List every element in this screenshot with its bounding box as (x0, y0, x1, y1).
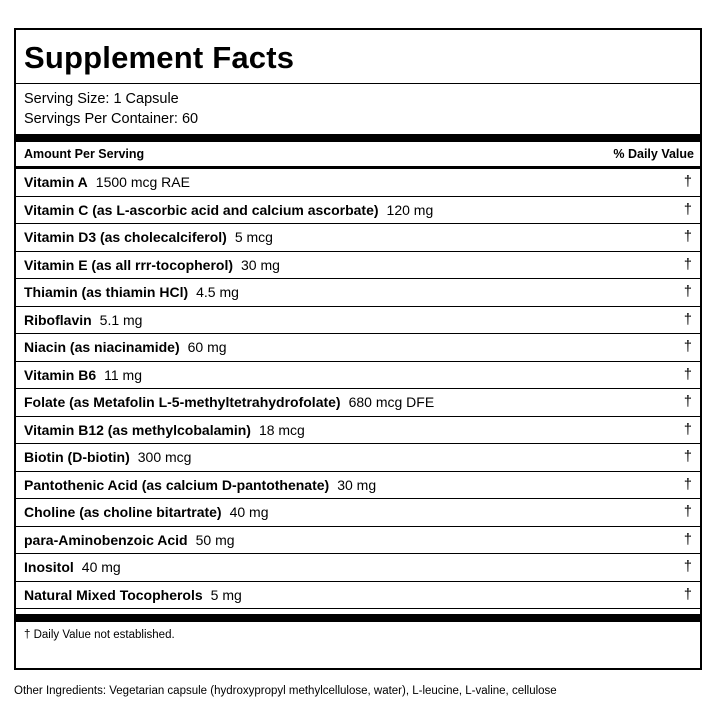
daily-value-dagger: † (683, 394, 692, 410)
panel-title: Supplement Facts (24, 40, 295, 75)
nutrient-name: Choline (as choline bitartrate) (24, 504, 222, 520)
other-ingredients: Other Ingredients: Vegetarian capsule (hydroxypropyl methylcellulose, water), L-leucine, L-valine, cellulose (14, 685, 557, 697)
nutrient-name: Natural Mixed Tocopherols (24, 586, 203, 603)
daily-value-dagger: † (683, 311, 692, 328)
daily-value-dagger: † (683, 201, 692, 218)
nutrient-name: Biotin (D-biotin) (24, 449, 130, 465)
daily-value-dagger: † (683, 229, 692, 245)
nutrient-amount: 680 mcg DFE (348, 394, 435, 410)
daily-value-dagger: † (683, 174, 692, 190)
nutrient-name: Folate (as Metafolin L-5-methyltetrahydrofolate) (24, 394, 341, 410)
nutrient-amount: 120 mg (386, 201, 434, 218)
daily-value-header: % Daily Value (613, 147, 694, 161)
nutrient-row (16, 582, 700, 610)
thick-divider-bottom (16, 614, 700, 622)
supplement-facts-panel (14, 28, 702, 670)
nutrient-cell (24, 394, 434, 410)
daily-value-dagger: † (683, 449, 692, 465)
daily-value-dagger: † (683, 476, 692, 493)
nutrient-name: Vitamin A (24, 174, 88, 190)
nutrient-name: Vitamin B6 (24, 366, 97, 383)
serving-size: Serving Size: 1 Capsule (24, 91, 179, 107)
nutrient-cell (24, 449, 191, 465)
nutrient-cell (24, 532, 235, 548)
nutrient-name: Vitamin E (as all rrr-tocopherol) (24, 256, 234, 273)
nutrient-row (16, 252, 700, 280)
nutrient-name: Riboflavin (24, 311, 92, 328)
amount-per-serving-header: Amount Per Serving (24, 147, 145, 161)
nutrient-amount: 40 mg (229, 504, 269, 520)
nutrient-cell (24, 477, 376, 493)
footnote: † Daily Value not established. (24, 629, 175, 641)
nutrient-row (16, 527, 700, 555)
nutrient-cell (24, 504, 269, 520)
nutrient-name: para-Aminobenzoic Acid (24, 531, 188, 548)
title-divider (16, 83, 700, 84)
nutrient-row (16, 197, 700, 225)
nutrient-cell (24, 587, 242, 603)
nutrient-row (16, 362, 700, 390)
daily-value-dagger: † (683, 559, 692, 575)
nutrient-name: Pantothenic Acid (as calcium D-pantothenate) (24, 476, 330, 493)
nutrient-name: Thiamin (as thiamin HCl) (24, 284, 189, 300)
nutrient-cell (24, 367, 142, 383)
nutrient-amount: 18 mcg (258, 421, 305, 438)
nutrient-amount: 4.5 mg (196, 284, 239, 300)
nutrient-amount: 30 mg (337, 476, 377, 493)
servings-per-container: Servings Per Container: 60 (24, 111, 199, 127)
nutrient-cell (24, 284, 239, 300)
nutrient-amount: 60 mg (187, 339, 227, 355)
daily-value-dagger: † (683, 504, 692, 520)
nutrient-row (16, 169, 700, 197)
nutrient-amount: 5 mg (210, 586, 242, 603)
nutrient-amount: 40 mg (81, 559, 121, 575)
nutrient-row (16, 554, 700, 582)
nutrient-cell (24, 257, 280, 273)
nutrient-row (16, 389, 700, 417)
nutrient-name: Vitamin D3 (as cholecalciferol) (24, 229, 227, 245)
nutrient-cell (24, 202, 433, 218)
nutrient-amount: 50 mg (195, 531, 235, 548)
daily-value-dagger: † (683, 256, 692, 273)
nutrient-row (16, 499, 700, 527)
nutrient-cell (24, 422, 305, 438)
nutrient-row (16, 444, 700, 472)
nutrient-row (16, 472, 700, 500)
nutrient-amount: 1500 mcg RAE (95, 174, 190, 190)
daily-value-dagger: † (683, 339, 692, 355)
nutrient-amount: 11 mg (104, 366, 142, 383)
nutrient-row (16, 279, 700, 307)
daily-value-dagger: † (683, 366, 692, 383)
nutrient-row (16, 307, 700, 335)
nutrient-amount: 30 mg (241, 256, 280, 273)
nutrient-row (16, 224, 700, 252)
nutrient-name: Vitamin C (as L-ascorbic acid and calcium ascorbate) (24, 201, 379, 218)
nutrient-name: Niacin (as niacinamide) (24, 339, 180, 355)
nutrient-cell (24, 312, 142, 328)
daily-value-dagger: † (683, 284, 692, 300)
nutrient-cell (24, 339, 227, 355)
nutrient-list (16, 169, 700, 609)
thick-divider-top (16, 134, 700, 142)
nutrient-cell (24, 229, 273, 245)
nutrient-amount: 300 mcg (137, 449, 192, 465)
nutrient-amount: 5 mcg (234, 229, 273, 245)
nutrient-cell (24, 174, 190, 190)
daily-value-dagger: † (683, 586, 692, 603)
nutrient-amount: 5.1 mg (99, 311, 143, 328)
daily-value-dagger: † (683, 421, 692, 438)
nutrient-row (16, 334, 700, 362)
nutrient-row (16, 417, 700, 445)
nutrient-name: Vitamin B12 (as methylcobalamin) (24, 421, 251, 438)
daily-value-dagger: † (683, 531, 692, 548)
nutrient-name: Inositol (24, 559, 74, 575)
nutrient-cell (24, 559, 121, 575)
